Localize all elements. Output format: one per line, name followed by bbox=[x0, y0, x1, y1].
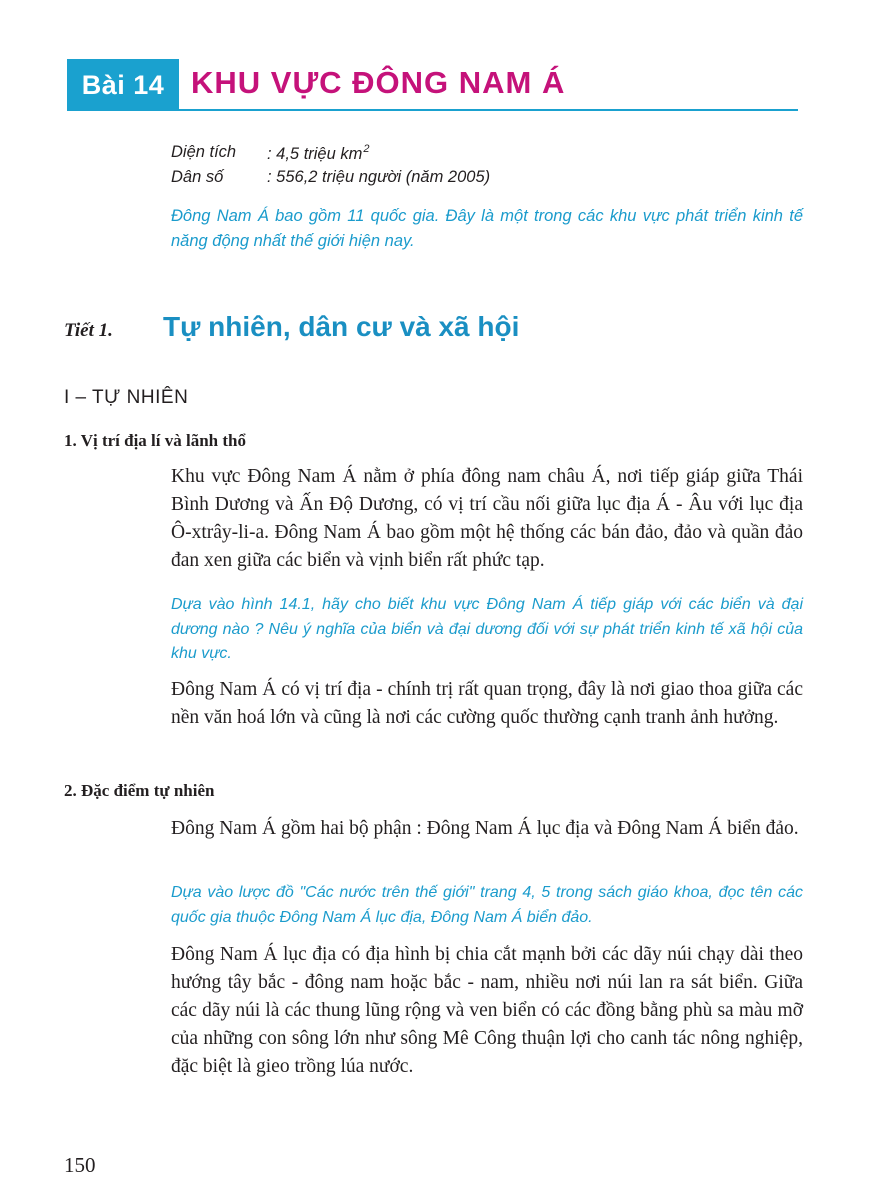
area-value bbox=[267, 143, 370, 164]
area-value-text: : 4,5 triệu km bbox=[267, 145, 363, 163]
chapter-title: KHU VỰC ĐÔNG NAM Á bbox=[191, 65, 566, 100]
intro-text: Đông Nam Á bao gồm 11 quốc gia. Đây là một trong các khu vực phát triển kinh tế năng động nhất thế giới hiện nay. bbox=[171, 207, 803, 250]
lesson-label: Tiết 1. bbox=[64, 320, 113, 341]
subsection-heading-nature: 2. Đặc điểm tự nhiên bbox=[64, 781, 215, 800]
paragraph-location: Khu vực Đông Nam Á nằm ở phía đông nam châu Á, nơi tiếp giáp giữa Thái Bình Dương và Ấn Độ Dương, có vị trí cầu nối giữa lục địa Á - Âu với lục địa Ô-xtrây-li-a. Đông Nam Á bao gồm một hệ thống các bán đảo, đảo và quần đảo đan xen giữa các biển và vịnh biển rất phức tạp. bbox=[171, 466, 803, 571]
paragraph-geopolitics: Đông Nam Á có vị trí địa - chính trị rất quan trọng, đây là nơi giao thoa giữa các nền văn hoá lớn và cũng là nơi các cường quốc thường cạnh tranh ảnh hưởng. bbox=[171, 679, 803, 728]
area-unit-exponent: 2 bbox=[363, 143, 370, 155]
question-countries: Dựa vào lược đồ "Các nước trên thế giới" trang 4, 5 trong sách giáo khoa, đọc tên các quốc gia thuộc Đông Nam Á lục địa, Đông Nam Á biển đảo. bbox=[171, 884, 803, 926]
lesson-title: Tự nhiên, dân cư và xã hội bbox=[163, 311, 520, 342]
subsection-heading-location: 1. Vị trí địa lí và lãnh thổ bbox=[64, 431, 246, 450]
chapter-header bbox=[67, 59, 798, 111]
header-underline bbox=[179, 109, 798, 111]
population-label: Dân số bbox=[171, 168, 224, 186]
page-number: 150 bbox=[64, 1153, 96, 1177]
question-location: Dựa vào hình 14.1, hãy cho biết khu vực Đông Nam Á tiếp giáp với các biển và đại dương nào ? Nêu ý nghĩa của biển và đại dương đối với sự phát triển kinh tế xã hội của khu vực. bbox=[171, 596, 803, 662]
area-label: Diện tích bbox=[171, 143, 237, 161]
population-value: : 556,2 triệu người (năm 2005) bbox=[267, 168, 491, 186]
lesson-badge: Bài 14 bbox=[67, 59, 179, 111]
paragraph-two-parts: Đông Nam Á gồm hai bộ phận : Đông Nam Á lục địa và Đông Nam Á biển đảo. bbox=[171, 818, 799, 839]
section-heading: I – TỰ NHIÊN bbox=[64, 387, 189, 408]
paragraph-mainland-terrain: Đông Nam Á lục địa có địa hình bị chia cắt mạnh bởi các dãy núi chạy dài theo hướng tây bắc - đông nam hoặc bắc - nam, nhiều nơi núi lan ra sát biển. Giữa các dãy núi là các thung lũng rộng và ven biển có các đồng bằng phù sa màu mỡ của những con sông lớn như sông Mê Công thuận lợi cho canh tác nông nghiệp, đặc biệt là gieo trồng lúa nước. bbox=[171, 944, 803, 1077]
